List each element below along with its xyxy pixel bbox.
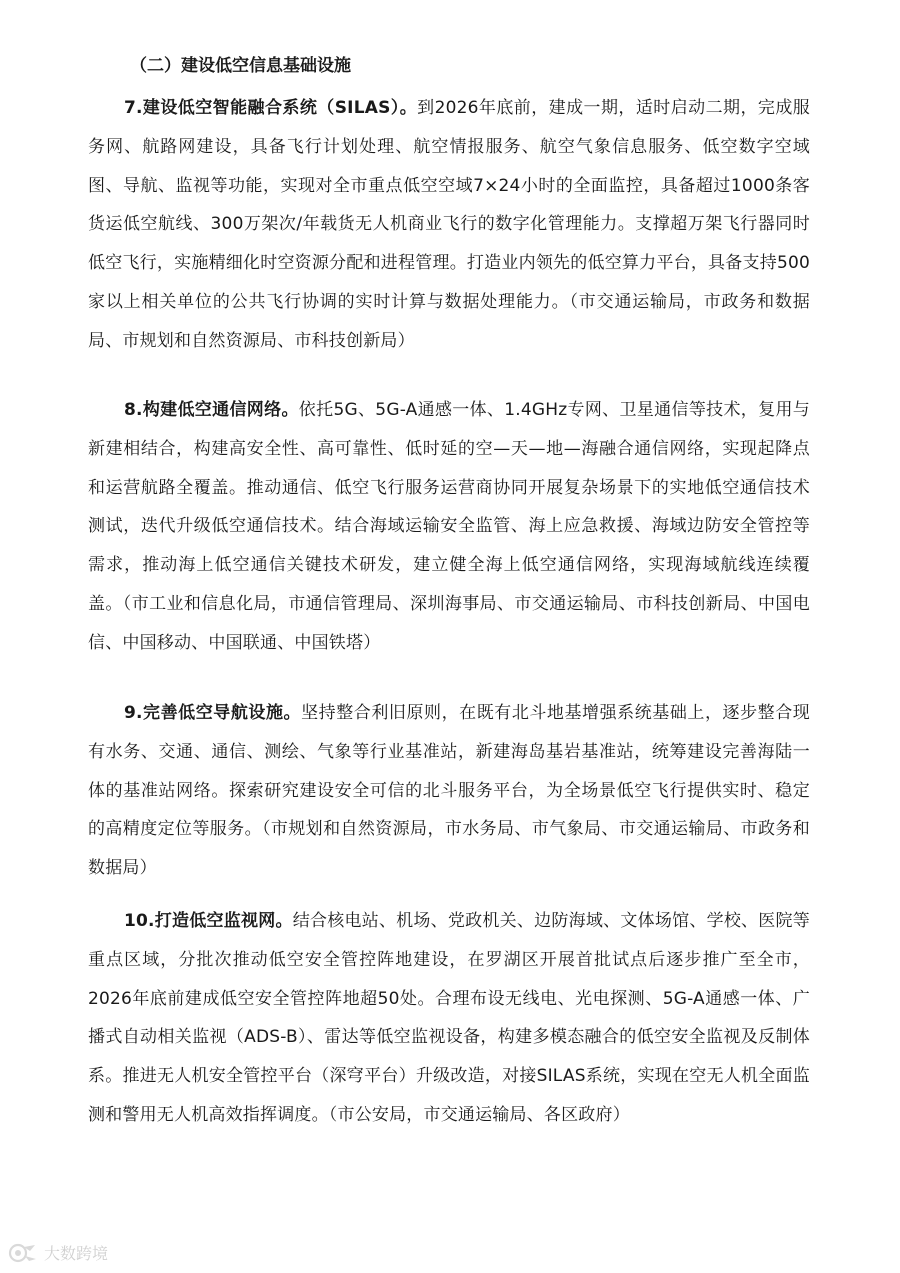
section-heading: （二）建设低空信息基础设施 [130,56,351,76]
paragraph-body: 结合核电站、机场、党政机关、边防海域、文体场馆、学校、医院等重点区域，分批次推动低空安全管控阵地建设，在罗湖区开展首批试点后逐步推广至全市，2026年底前建成低空安全管控阵地超50处。合理布设无线电、光电探测、5G-A通感一体、广播式自动相关监视（ADS-B）、雷达等低空监视设备，构建多模态融合的低空安全监视及反制体系。推进无人机安全管控平台（深穹平台）升级改造，对接SILAS系统，实现在空无人机全面监测和警用无人机高效指挥调度。（市公安局，市交通运输局、各区政府） [88,911,810,1125]
paragraph-lead: 9.完善低空导航设施。 [124,703,302,723]
paragraph-body: 坚持整合利旧原则，在既有北斗地基增强系统基础上，逐步整合现有水务、交通、通信、测绘、气象等行业基准站，新建海岛基岩基准站，统筹建设完善海陆一体的基准站网络。探索研究建设安全可信的北斗服务平台，为全场景低空飞行提供实时、稳定的高精度定位等服务。（市规划和自然资源局，市水务局、市气象局、市交通运输局、市政务和数据局） [88,703,810,879]
paragraph-body: 依托5G、5G-A通感一体、1.4GHz专网、卫星通信等技术，复用与新建相结合，构建高安全性、高可靠性、低时延的空—天—地—海融合通信网络，实现起降点和运营航路全覆盖。推动通信、低空飞行服务运营商协同开展复杂场景下的实地低空通信技术测试，迭代升级低空通信技术。结合海域运输安全监管、海上应急救援、海域边防安全管控等需求，推动海上低空通信关键技术研发，建立健全海上低空通信网络，实现海域航线连续覆盖。（市工业和信息化局，市通信管理局、深圳海事局、市交通运输局、市科技创新局、中国电信、中国移动、中国联通、中国铁塔） [88,400,810,653]
watermark-text: 大数跨境 [44,1244,109,1263]
paragraph-item-8 [88,391,810,663]
paragraph-lead: 10.打造低空监视网。 [124,911,293,931]
paragraph-body: 到2026年底前，建成一期，适时启动二期，完成服务网、航路网建设，具备飞行计划处理、航空情报服务、航空气象信息服务、低空数字空域图、导航、监视等功能，实现对全市重点低空空域7×24小时的全面监控，具备超过1000条客货运低空航线、300万架次/年载货无人机商业飞行的数字化管理能力。支撑超万架飞行器同时低空飞行，实施精细化时空资源分配和进程管理。打造业内领先的低空算力平台，具备支持500家以上相关单位的公共飞行协调的实时计算与数据处理能力。（市交通运输局，市政务和数据局、市规划和自然资源局、市科技创新局） [88,98,810,351]
paragraph-item-7 [88,89,810,361]
paragraph-lead: 7.建设低空智能融合系统（SILAS）。 [124,98,418,118]
paragraph-item-9 [88,694,810,888]
paragraph-item-10 [88,902,810,1135]
watermark [8,1241,108,1264]
paragraph-lead: 8.构建低空通信网络。 [124,400,299,420]
brand-logo-icon [8,1242,38,1264]
